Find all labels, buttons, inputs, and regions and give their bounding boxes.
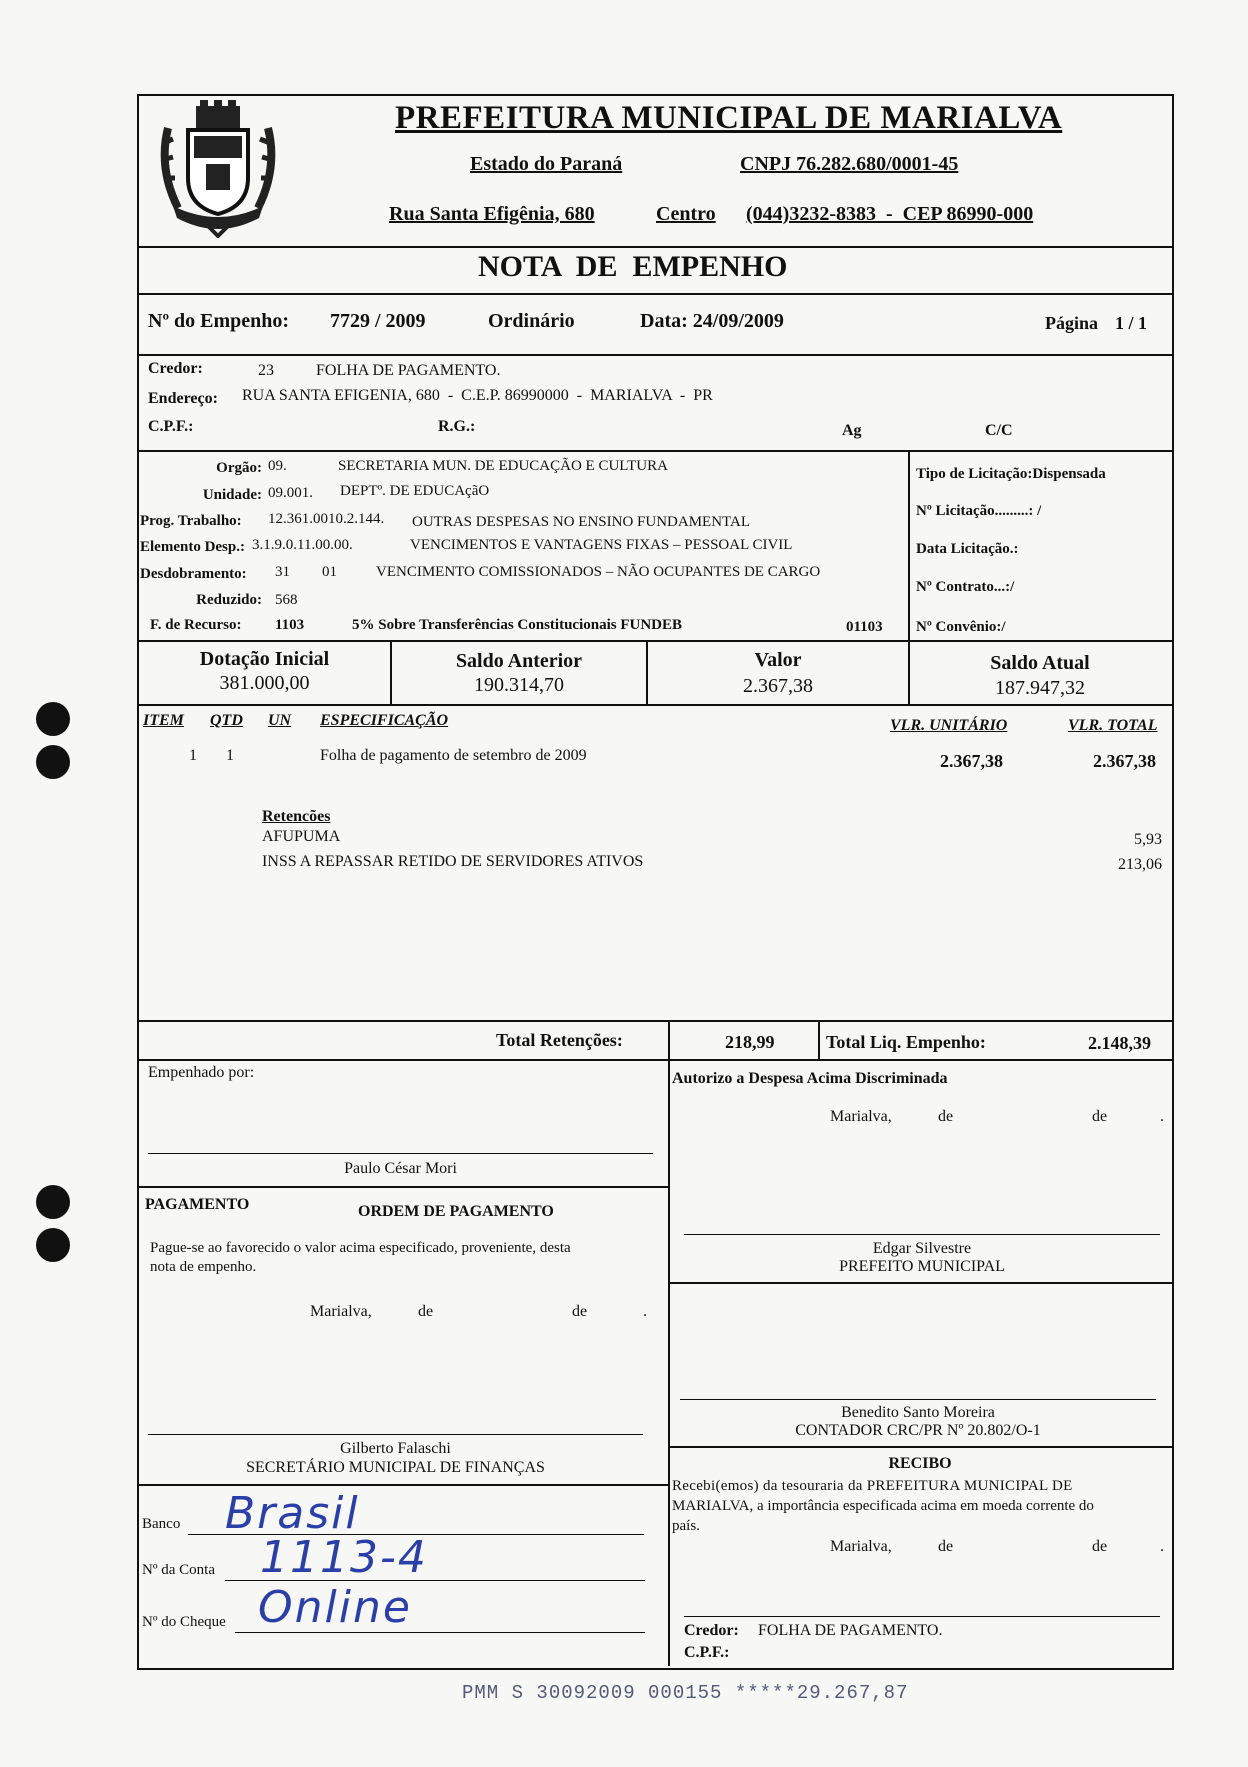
endereco-value: RUA SANTA EFIGENIA, 680 - C.E.P. 86990000 - MARIALVA - PR — [242, 387, 713, 404]
col-spec: ESPECIFICAÇÃO — [320, 712, 449, 729]
unidade-code: 09.001. — [268, 485, 313, 501]
contador-role: CONTADOR CRC/PR Nº 20.802/O-1 — [795, 1422, 1041, 1439]
licitacao-data: Data Licitação.: — [916, 541, 1019, 557]
item-qtd: 1 — [226, 747, 234, 764]
item-unit-value: 2.367,38 — [940, 751, 1003, 771]
desd-label: Desdobramento: — [140, 566, 247, 582]
empenho-date: Data: 24/09/2009 — [640, 310, 784, 332]
cc-label: C/C — [985, 422, 1013, 439]
recibo-cpf-label: C.P.F.: — [684, 1644, 730, 1661]
rec-code2: 01103 — [846, 619, 883, 635]
total-retencoes-value: 218,99 — [725, 1032, 775, 1052]
recibo-credor-value: FOLHA DE PAGAMENTO. — [758, 1622, 943, 1639]
autorizo-de-1: de — [938, 1108, 954, 1125]
saldo-anterior-label: Saldo Anterior — [455, 650, 583, 672]
pagamento-signer-role: SECRETÁRIO MUNICIPAL DE FINANÇAS — [246, 1459, 545, 1476]
cpf-label: C.P.F.: — [148, 418, 194, 435]
banco-handwritten: Brasil — [225, 1488, 360, 1539]
rec-desc: 5% Sobre Transferências Constitucionais FUNDEB — [352, 617, 683, 633]
dotacao-value: 381.000,00 — [219, 672, 310, 694]
rec-code: 1103 — [275, 617, 305, 633]
licitacao-tipo: Tipo de Licitação:Dispensada — [916, 466, 1106, 482]
rec-label: F. de Recurso: — [150, 617, 242, 633]
pagamento-signer-name: Gilberto Falaschi — [340, 1440, 451, 1457]
desd-code1: 31 — [275, 564, 290, 580]
prog-code: 12.361.0010.2.144. — [268, 511, 385, 527]
pagamento-de-2: de — [572, 1303, 588, 1320]
recibo-text-3: país. — [672, 1518, 700, 1534]
prefeito-name: Edgar Silvestre — [872, 1240, 972, 1257]
credor-code: 23 — [258, 362, 274, 379]
empenho-label: Nº do Empenho: — [148, 310, 290, 332]
conta-label: Nº da Conta — [142, 1562, 215, 1578]
header-phone-cep: (044)3232-8383 - CEP 86990-000 — [746, 203, 1034, 225]
footer-stamp: PMM S 30092009 000155 *****29.267,87 — [462, 1682, 909, 1704]
retencao-name-1: AFUPUMA — [262, 828, 341, 845]
col-item: ITEM — [143, 712, 184, 729]
unidade-label: Unidade: — [202, 487, 262, 503]
recibo-place: Marialva, — [830, 1538, 892, 1555]
col-total: VLR. TOTAL — [1068, 717, 1158, 734]
page-value: 1 / 1 — [1115, 313, 1148, 333]
autorizo-place: Marialva, — [830, 1108, 892, 1125]
cheque-label: Nº do Cheque — [142, 1614, 226, 1630]
total-liq-label: Total Liq. Empenho: — [826, 1032, 986, 1052]
total-liq-value: 2.148,39 — [1088, 1033, 1151, 1053]
empenhado-label: Empenhado por: — [148, 1064, 255, 1081]
recibo-de-1: de — [938, 1538, 954, 1555]
punch-hole-2 — [36, 745, 70, 779]
licitacao-numero: Nº Licitação.........: / — [916, 503, 1042, 519]
orgao-label: Orgão: — [216, 460, 262, 476]
red-label: Reduzido: — [196, 592, 262, 608]
elem-code: 3.1.9.0.11.00.00. — [252, 537, 353, 553]
recibo-text-2: MARIALVA, a importância especificada acima em moeda corrente do — [672, 1498, 1094, 1514]
page-label: Página — [1045, 313, 1099, 333]
conta-handwritten: 1113-4 — [260, 1532, 428, 1583]
dotacao-label: Dotação Inicial — [199, 648, 330, 670]
saldo-atual-value: 187.947,32 — [995, 677, 1085, 699]
header-cnpj: CNPJ 76.282.680/0001-45 — [740, 153, 959, 175]
autorizo-label: Autorizo a Despesa Acima Discriminada — [672, 1070, 948, 1087]
desd-desc: VENCIMENTO COMISSIONADOS – NÃO OCUPANTES DE CARGO — [376, 564, 821, 580]
retencao-value-2: 213,06 — [1118, 856, 1162, 873]
header-title: PREFEITURA MUNICIPAL DE MARIALVA — [395, 100, 1063, 136]
pagamento-text-2: nota de empenho. — [150, 1259, 257, 1275]
ag-label: Ag — [842, 422, 862, 439]
credor-label: Credor: — [148, 360, 203, 377]
prefeito-role: PREFEITO MUNICIPAL — [839, 1258, 1005, 1275]
rg-label: R.G.: — [438, 418, 476, 435]
orgao-code: 09. — [268, 458, 287, 474]
total-retencoes-label: Total Retenções: — [496, 1030, 623, 1050]
header-state: Estado do Paraná — [470, 153, 623, 175]
autorizo-de-2: de — [1092, 1108, 1108, 1125]
retencao-name-2: INSS A REPASSAR RETIDO DE SERVIDORES ATIVOS — [262, 853, 644, 870]
item-number: 1 — [189, 747, 197, 764]
recibo-title: RECIBO — [888, 1455, 952, 1472]
item-total-value: 2.367,38 — [1093, 751, 1156, 771]
saldo-anterior-value: 190.314,70 — [474, 674, 564, 696]
pagamento-place: Marialva, — [310, 1303, 372, 1320]
elem-label: Elemento Desp.: — [140, 539, 245, 555]
credor-name: FOLHA DE PAGAMENTO. — [316, 362, 501, 379]
prog-desc: OUTRAS DESPESAS NO ENSINO FUNDAMENTAL — [412, 514, 750, 530]
header-district: Centro — [656, 203, 716, 225]
ordem-pagamento-label: ORDEM DE PAGAMENTO — [358, 1203, 554, 1220]
recibo-text-1: Recebi(emos) da tesouraria da PREFEITURA MUNICIPAL DE — [672, 1478, 1073, 1494]
banco-label: Banco — [142, 1516, 181, 1532]
col-unit: VLR. UNITÁRIO — [890, 717, 1008, 734]
pagamento-label: PAGAMENTO — [145, 1196, 250, 1213]
desd-code2: 01 — [322, 564, 337, 580]
contador-name: Benedito Santo Moreira — [841, 1404, 995, 1421]
city-coat-of-arms-icon — [148, 98, 288, 238]
red-value: 568 — [275, 592, 298, 608]
empenho-number: 7729 / 2009 — [330, 310, 426, 332]
valor-value: 2.367,38 — [743, 675, 813, 697]
punch-hole-3 — [36, 1185, 70, 1219]
pagamento-de-1: de — [418, 1303, 434, 1320]
pagamento-text-1: Pague-se ao favorecido o valor acima especificado, proveniente, desta — [150, 1240, 571, 1256]
unidade-desc: DEPTº. DE EDUCAçãO — [340, 483, 490, 499]
valor-label: Valor — [754, 649, 802, 671]
retencao-value-1: 5,93 — [1134, 831, 1162, 848]
empenho-type: Ordinário — [488, 310, 575, 332]
item-spec: Folha de pagamento de setembro de 2009 — [320, 747, 587, 764]
retencoes-title: Retencões — [262, 808, 331, 825]
doc-title: NOTA DE EMPENHO — [478, 250, 788, 283]
endereco-label: Endereço: — [148, 390, 218, 407]
prog-label: Prog. Trabalho: — [140, 513, 242, 529]
cheque-handwritten: Online — [258, 1582, 412, 1633]
header-street: Rua Santa Efigênia, 680 — [389, 203, 595, 225]
empenhado-name: Paulo César Mori — [344, 1160, 457, 1177]
elem-desc: VENCIMENTOS E VANTAGENS FIXAS – PESSOAL CIVIL — [410, 537, 793, 553]
col-un: UN — [268, 712, 292, 729]
recibo-credor-label: Credor: — [684, 1622, 739, 1639]
orgao-desc: SECRETARIA MUN. DE EDUCAÇÃO E CULTURA — [338, 458, 668, 474]
punch-hole-1 — [36, 702, 70, 736]
saldo-atual-label: Saldo Atual — [990, 652, 1090, 674]
licitacao-contrato: Nº Contrato...:/ — [916, 579, 1015, 595]
punch-hole-4 — [36, 1228, 70, 1262]
recibo-de-2: de — [1092, 1538, 1108, 1555]
col-qtd: QTD — [210, 712, 243, 729]
licitacao-convenio: Nº Convênio:/ — [916, 619, 1006, 635]
